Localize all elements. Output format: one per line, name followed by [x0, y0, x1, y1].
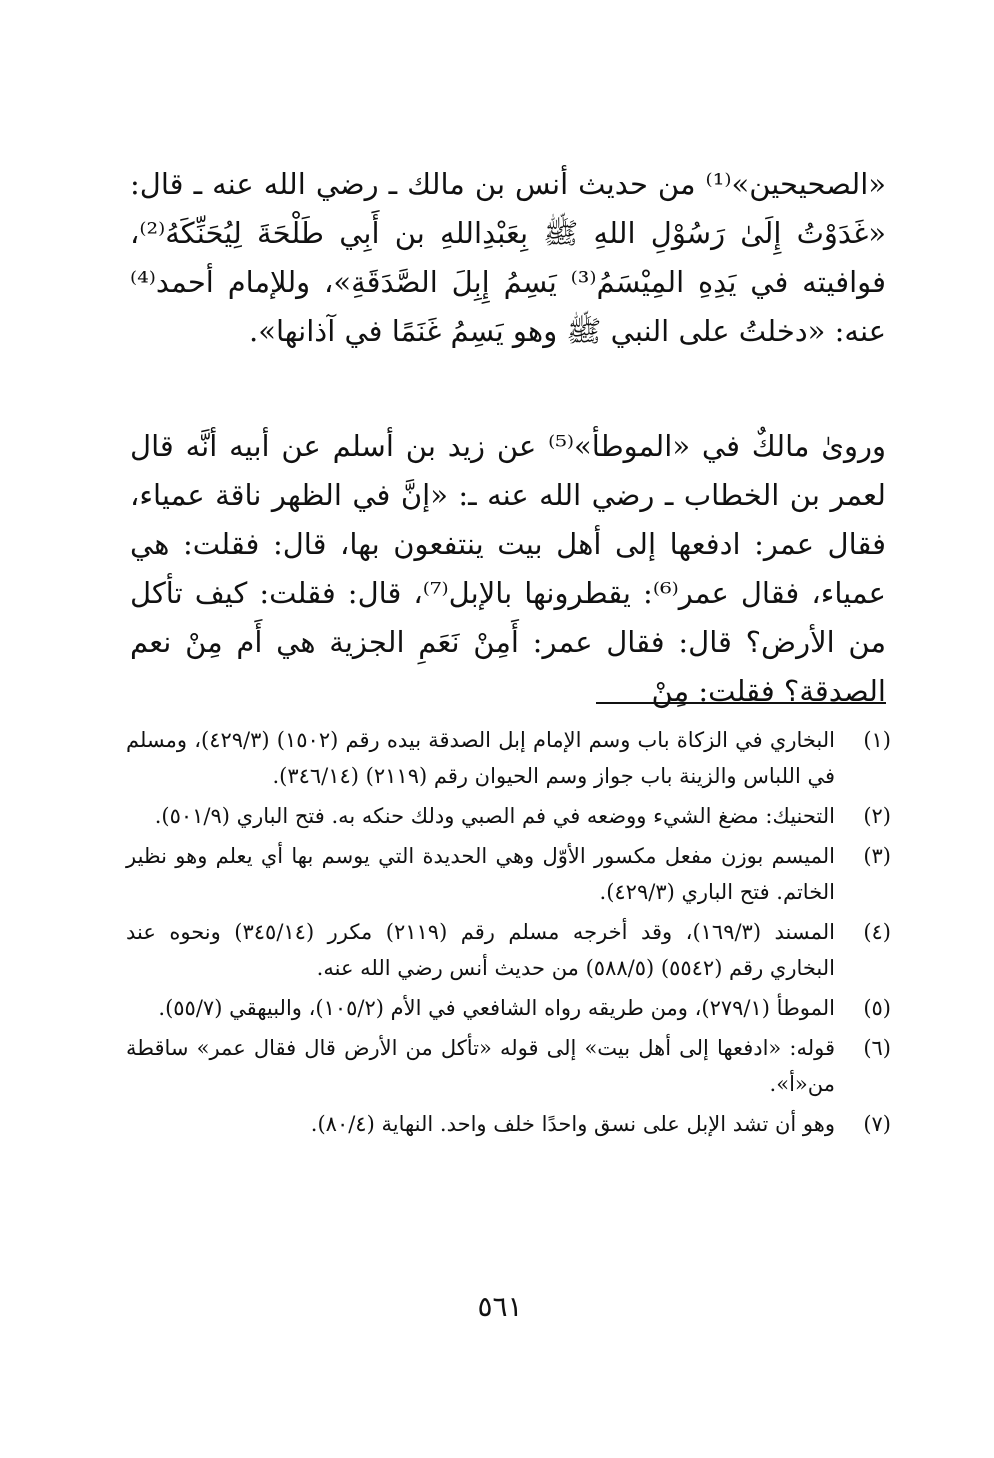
footnote-5 [126, 990, 891, 1026]
footnote-number: (٧) [863, 1112, 891, 1136]
footnote-separator [596, 702, 886, 704]
footnote-number: (٢) [863, 804, 891, 828]
body-paragraph-1: «الصحيحين»⁽¹⁾ من حديث أنس بن مالك ـ رضي الله عنه ـ قال: «غَدَوْتُ إِلَىٰ رَسُوْلِ اللهِ ﷺ بِعَبْدِاللهِ بن أَبِي طَلْحَةَ لِيُحَنِّكَهُ⁽²⁾، فوافيته في يَدِهِ المِيْسَمُ⁽³⁾ يَسِمُ إِبِلَ الصَّدَقَةِ»، وللإمام أحمد⁽⁴⁾ عنه: «دخلتُ على النبي ﷺ وهو يَسِمُ غَنَمًا في آذانها». [130, 167, 886, 348]
footnote-text: قوله: «ادفعها إلى أهل بيت» إلى قوله «تأكل من الأرض قال فقال عمر» ساقطة من«أ». [126, 1036, 835, 1096]
footnote-3 [126, 838, 891, 910]
footnote-text: التحنيك: مضغ الشيء ووضعه في فم الصبي ودلك حنكه به. فتح الباري (٥٠١/٩). [154, 804, 835, 828]
footnotes [126, 722, 891, 1146]
footnote-1 [126, 722, 891, 794]
footnote-2 [126, 798, 891, 834]
footnote-number: (٦) [863, 1036, 891, 1060]
footnote-text: المسند (١٦٩/٣)، وقد أخرجه مسلم رقم (٢١١٩) مكرر (٣٤٥/١٤) ونحوه عند البخاري رقم (٥٥٤٢) (٥٨٨/٥) من حديث أنس رضي الله عنه. [126, 920, 836, 980]
footnote-text: وهو أن تشد الإبل على نسق واحدًا خلف واحد. النهاية (٨٠/٤). [310, 1112, 835, 1136]
footnote-6 [126, 1030, 891, 1102]
footnote-number: (٣) [863, 844, 891, 868]
footnote-text: الميسم بوزن مفعل مكسور الأوّل وهي الحديدة التي يوسم بها أي يعلم وهو نظير الخاتم. فتح الباري (٤٢٩/٣). [126, 844, 835, 904]
footnote-text: البخاري في الزكاة باب وسم الإمام إبل الصدقة بيده رقم (١٥٠٢) (٤٢٩/٣)، ومسلم في اللباس والزينة باب جواز وسم الحيوان رقم (٢١١٩) (٣٤٦/١٤). [126, 728, 835, 788]
footnote-7 [126, 1106, 891, 1142]
footnote-number: (٥) [863, 996, 891, 1020]
footnote-number: (٤) [863, 920, 891, 944]
body-paragraph-2: وروىٰ مالكٌ في «الموطأ»⁽⁵⁾ عن زيد بن أسلم عن أبيه أنَّه قال لعمر بن الخطاب ـ رضي الله عنه ـ: «إنَّ في الظهر ناقة عمياء، فقال عمر: ادفعها إلى أهل بيت ينتفعون بها، قال: فقلت: هي عمياء، فقال عمر⁽⁶⁾: يقطرونها بالإبل⁽⁷⁾، قال: فقلت: كيف تأكل من الأرض؟ قال: فقال عمر: أَمِنْ نَعَمِ الجزية هي أَم مِنْ نعم الصدقة؟ فقلت: مِنْ [130, 429, 886, 708]
footnote-number: (١) [863, 728, 891, 752]
page-number: ٥٦١ [477, 1290, 523, 1323]
footnote-text: الموطأ (٢٧٩/١)، ومن طريقه رواه الشافعي في الأم (١٠٥/٢)، والبيهقي (٥٥/٧). [158, 996, 835, 1020]
footnote-4 [126, 914, 891, 986]
